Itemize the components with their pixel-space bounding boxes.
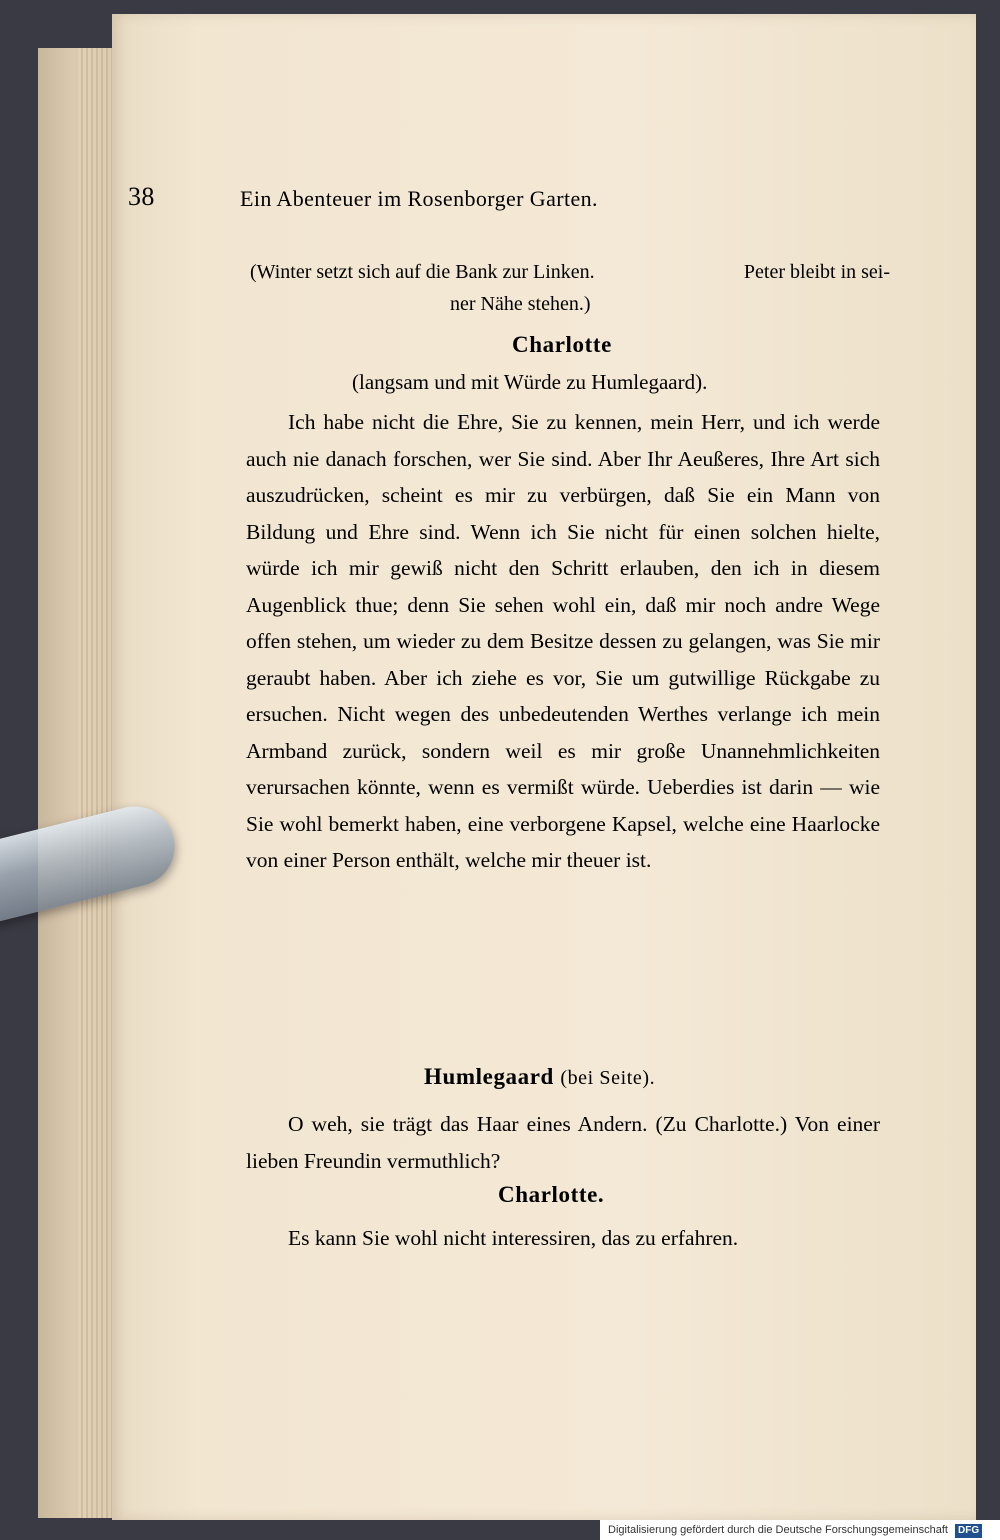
credit-text: Digitalisierung gefördert durch die Deutsche Forschungsgemeinschaft (608, 1524, 948, 1536)
stage-direction-line1-left: (Winter setzt sich auf die Bank zur Linken. (250, 261, 595, 283)
running-head-title: Ein Abenteuer im Rosenborger Garten. (240, 186, 598, 211)
speaker-humlegaard (424, 1064, 655, 1090)
speaker-humlegaard-name: Humlegaard (424, 1064, 554, 1089)
stage-direction-line1-right: Peter bleibt in sei- (743, 261, 890, 283)
digitization-credit (600, 1520, 1000, 1540)
speech-paragraph-3: Es kann Sie wohl nicht interessiren, das zu erfahren. (288, 1226, 739, 1250)
speaker-direction: (langsam und mit Würde zu Humlegaard). (352, 370, 708, 394)
stage-direction-line2: ner Nähe stehen.) (450, 293, 591, 315)
speech-paragraph-2: O weh, sie trägt das Haar eines Andern. (Zu Charlotte.) Von einer lieben Freundin vermuthlich? (246, 1112, 880, 1173)
page-number: 38 (128, 182, 155, 211)
speaker-charlotte: Charlotte (512, 332, 612, 357)
speaker-humlegaard-aside: (bei Seite). (560, 1067, 656, 1089)
speech-paragraph-1: Ich habe nicht die Ehre, Sie zu kennen, mein Herr, und ich werde auch nie danach forschen, wer Sie sind. Aber Ihr Aeußeres, Ihre Art sich auszudrücken, scheint es mir zu verbürgen, daß Sie ein Mann von Bildung und Ehre sind. Wenn ich Sie nicht für einen solchen hielte, würde ich mir gewiß nicht den Schritt erlauben, den ich in diesem Augenblick thue; denn Sie sehen wohl ein, daß mir noch andre Wege offen stehen, um wieder zu dem Besitze dessen zu gelangen, was Sie mir geraubt haben. Aber ich ziehe es vor, Sie um gutwillige Rückgabe zu ersuchen. Nicht wegen des unbedeutenden Werthes verlange ich mein Armband zurück, sondern weil es mir große Unannehmlichkeiten verursachen könnte, wenn es vermißt würde. Ueberdies ist darin — wie Sie wohl bemerkt haben, eine verborgene Kapsel, welche eine Haarlocke von einer Person enthält, welche mir theuer ist. (246, 410, 880, 872)
dfg-logo: DFG (955, 1524, 982, 1538)
stage-direction (250, 256, 890, 320)
speaker-charlotte-2: Charlotte. (498, 1182, 605, 1207)
